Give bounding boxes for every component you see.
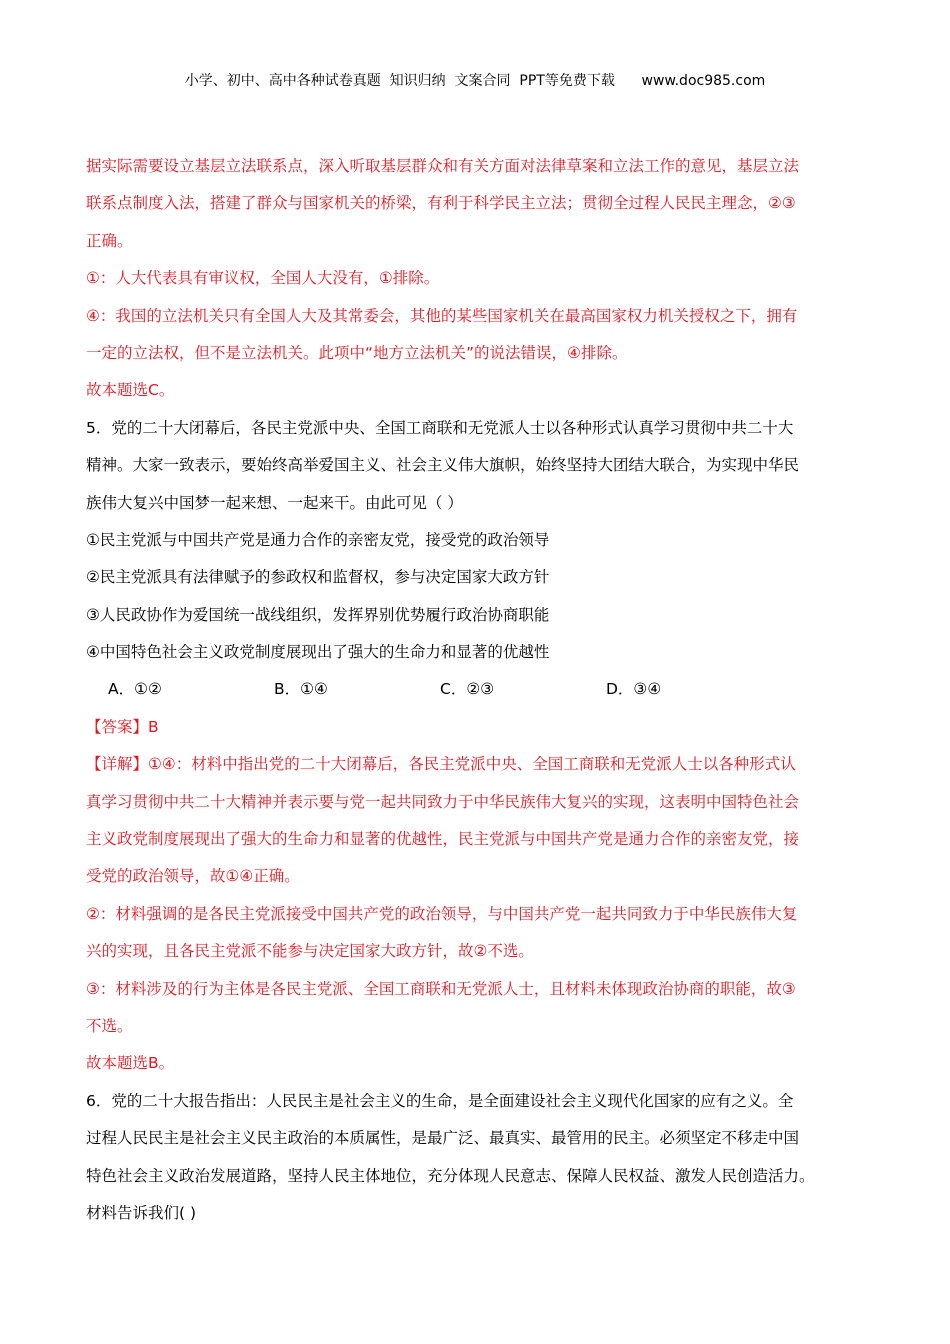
page-header: 小学、初中、高中各种试卷真题 知识归纳 文案合同 PPT等免费下载 www.doc985.com [184,73,766,89]
conclusion-line: 故本题选C。 [86,381,175,400]
explanation-line: 联系点制度入法，搭建了群众与国家机关的桥梁，有利于科学民主立法；贯彻全过程人民民主理念，②③ [86,194,796,213]
question-stem-line: 6．党的二十大报告指出：人民民主是社会主义的生命，是全面建设社会主义现代化国家的应有之义。全 [86,1091,794,1110]
explanation-line: 受党的政治领导，故①④正确。 [86,867,300,886]
explanation-line: 正确。 [86,231,133,250]
answer-options [86,675,866,712]
option-a: A．①② [108,680,162,699]
question-stem-line: 5．党的二十大闭幕后，各民主党派中央、全国工商联和无党派人士以各种形式认真学习贯彻中共二十大 [86,418,794,437]
explanation-line: ②：材料强调的是各民主党派接受中国共产党的政治领导，与中国共产党一起共同致力于中华民族伟大复 [86,904,798,923]
page-content [86,152,866,1236]
explanation-line: 【详解】①④：材料中指出党的二十大闭幕后，各民主党派中央、全国工商联和无党派人士以各种形式认 [86,755,796,774]
explanation-line: 兴的实现，且各民主党派不能参与决定国家大政方针，故②不选。 [86,942,534,961]
statement-line: ③人民政协作为爱国统一战线组织，发挥界别优势履行政治协商职能 [86,605,550,624]
option-c: C．②③ [440,680,495,699]
statement-line: ④中国特色社会主义政党制度展现出了强大的生命力和显著的优越性 [86,643,550,662]
question-stem-line: 族伟大复兴中国梦一起来想、一起来干。由此可见（ ） [86,493,463,512]
explanation-line: ①：人大代表具有审议权，全国人大没有，①排除。 [86,269,440,288]
explanation-line: 主义政党制度展现出了强大的生命力和显著的优越性，民主党派与中国共产党是通力合作的亲密友党，接 [86,830,800,849]
statement-line: ①民主党派与中国共产党是通力合作的亲密友党，接受党的政治领导 [86,530,550,549]
answer-line: 【答案】B [86,717,159,736]
explanation-line: 一定的立法权，但不是立法机关。此项中“地方立法机关”的说法错误，④排除。 [86,343,628,362]
explanation-line: ④：我国的立法机关只有全国人大及其常委会，其他的某些国家机关在最高国家权力机关授权之下，拥有 [86,306,798,325]
question-stem-line: 材料告诉我们( ) [86,1203,197,1222]
explanation-line: 据实际需要设立基层立法联系点，深入听取基层群众和有关方面对法律草案和立法工作的意见，基层立法 [86,157,800,175]
option-d: D．③④ [606,680,662,699]
conclusion-line: 故本题选B。 [86,1054,175,1073]
statement-line: ②民主党派具有法律赋予的参政权和监督权，参与决定国家大政方针 [86,568,550,587]
explanation-line: 不选。 [86,1016,133,1035]
question-stem-line: 特色社会主义政治发展道路，坚持人民主体地位，充分体现人民意志、保障人民权益、激发人民创造活力。 [86,1166,815,1185]
explanation-line: 真学习贯彻中共二十大精神并表示要与党一起共同致力于中华民族伟大复兴的实现，这表明中国特色社会 [86,792,800,811]
question-stem-line: 精神。大家一致表示，要始终高举爱国主义、社会主义伟大旗帜，始终坚持大团结大联合，为实现中华民 [86,456,800,475]
option-b: B．①④ [274,680,328,699]
question-stem-line: 过程人民民主是社会主义民主政治的本质属性，是最广泛、最真实、最管用的民主。必须坚定不移走中国 [86,1129,800,1148]
explanation-line: ③：材料涉及的行为主体是各民主党派、全国工商联和无党派人士，且材料未体现政治协商的职能，故③ [86,979,796,998]
